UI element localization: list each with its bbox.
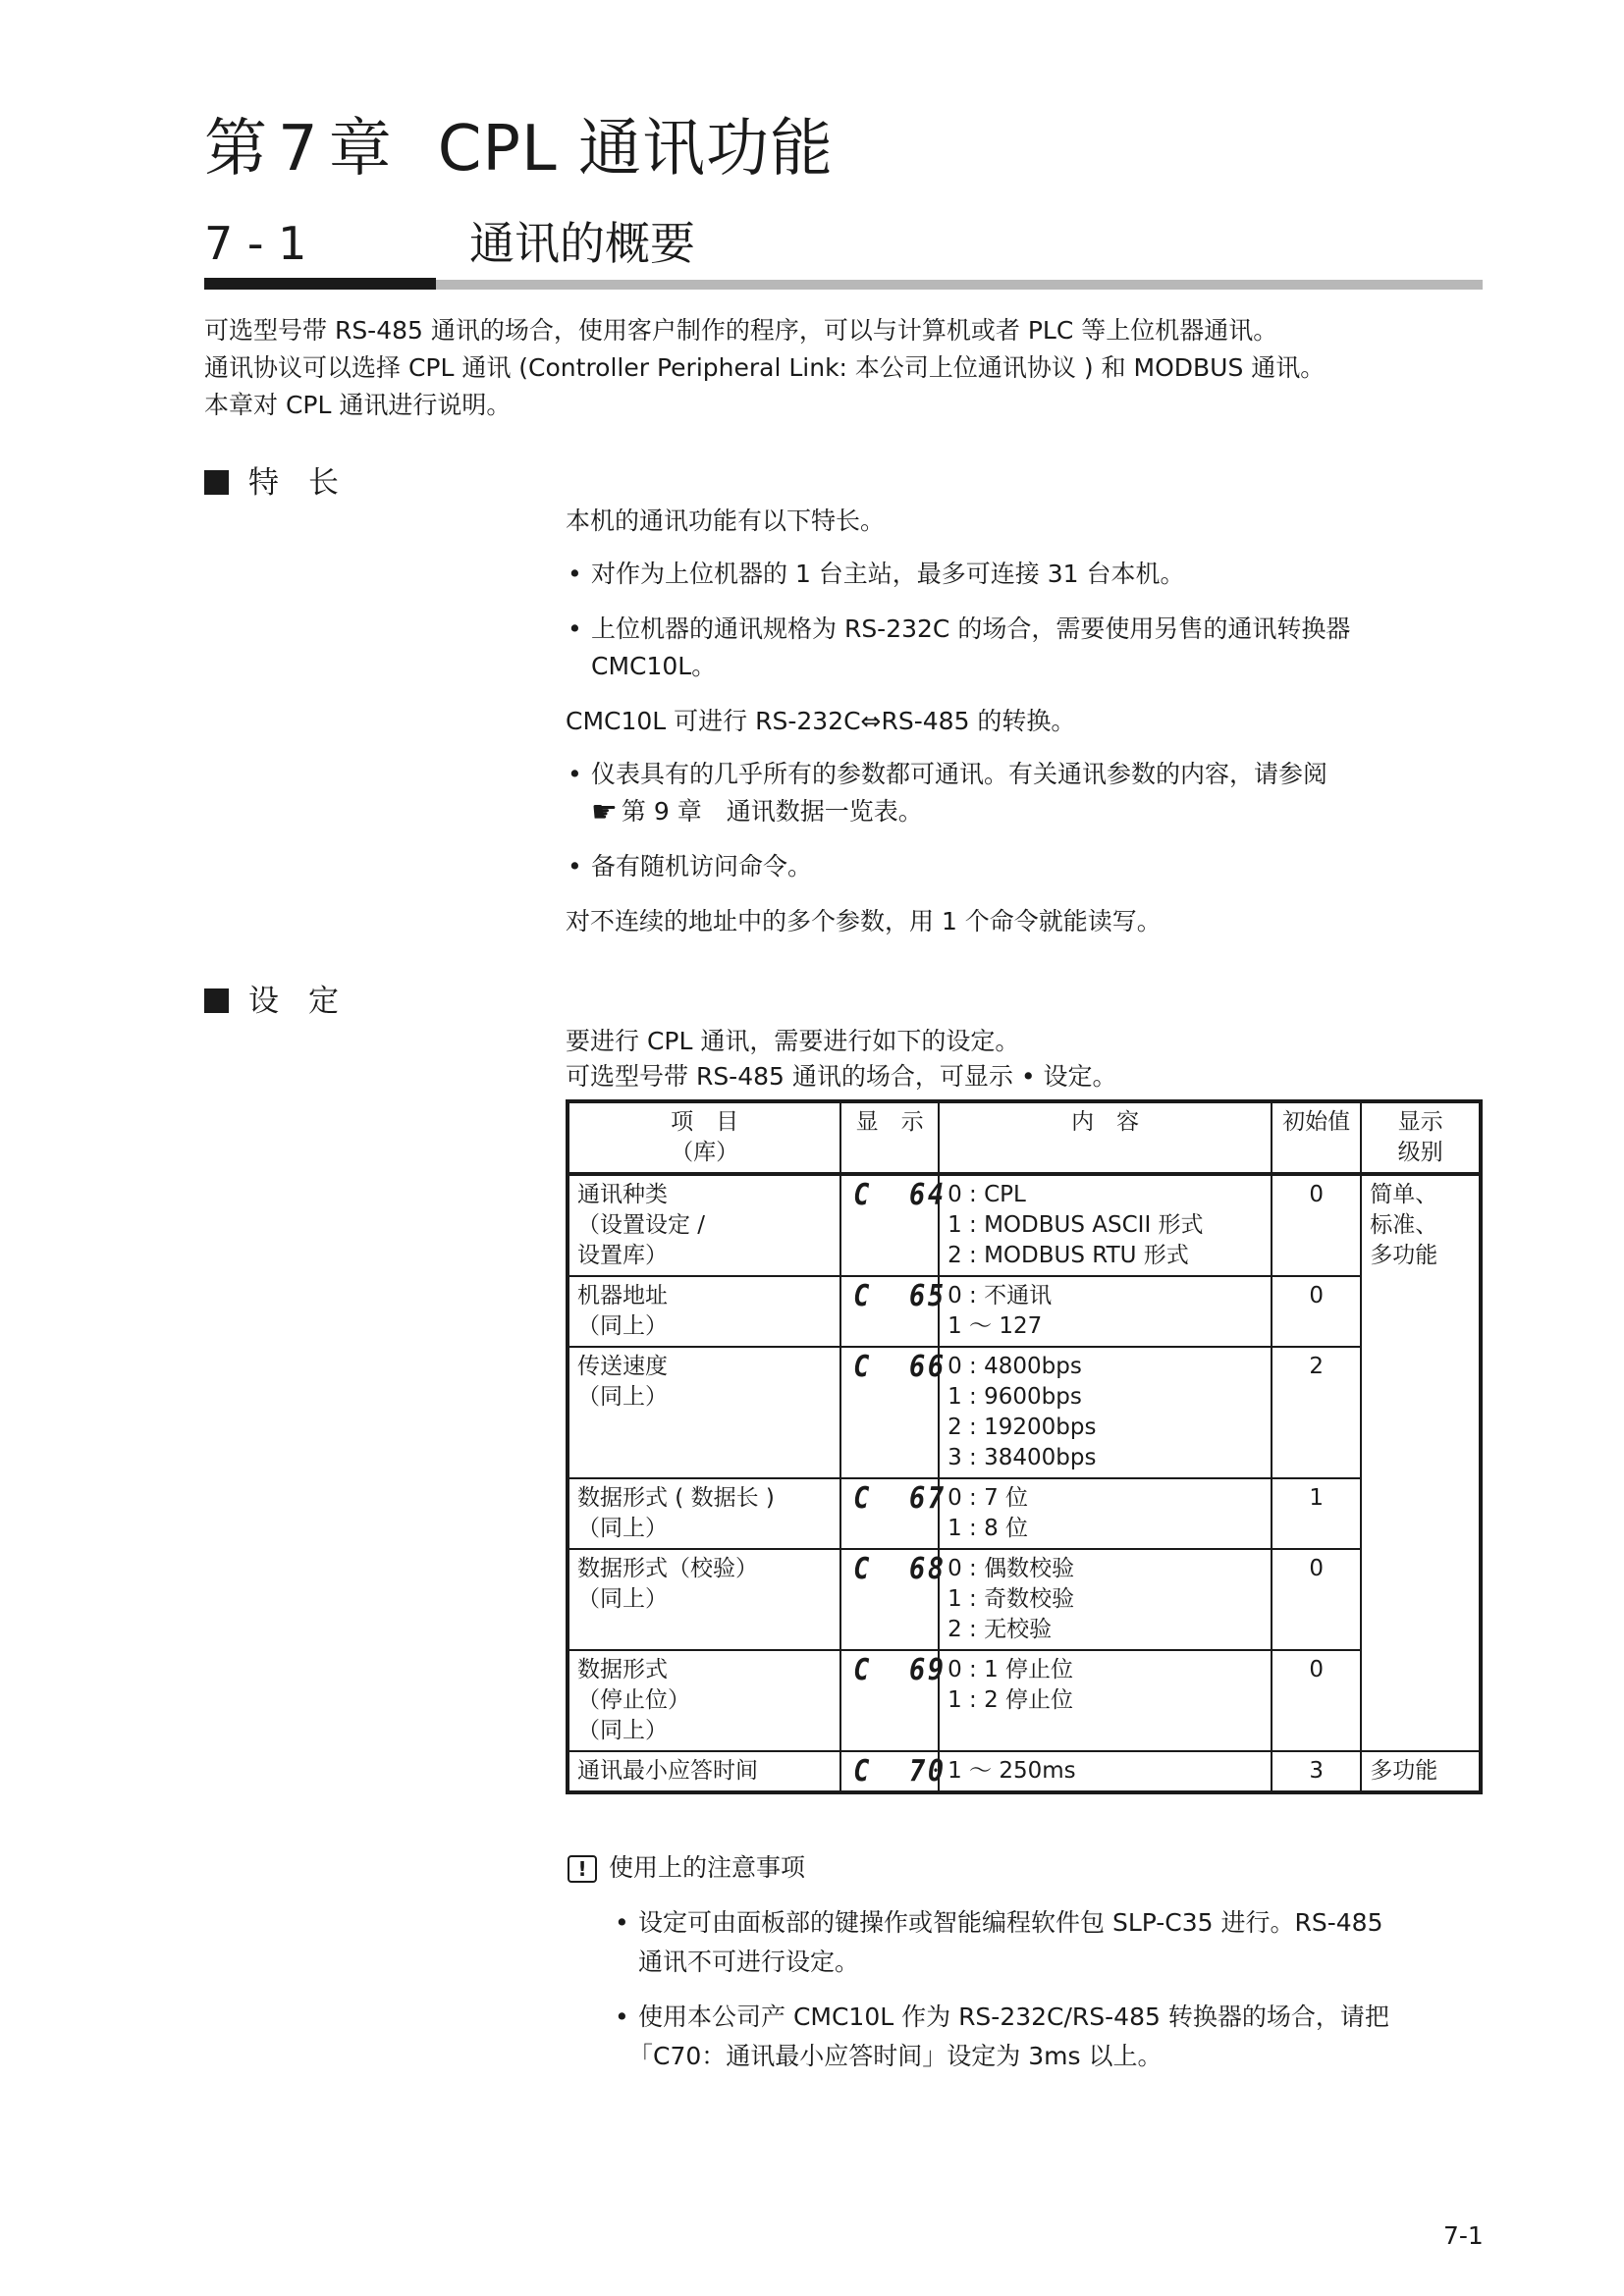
cell-line: 0 : 偶数校验 — [947, 1556, 1075, 1581]
section-rule-light — [436, 280, 1483, 290]
header-level — [1361, 1101, 1481, 1174]
cell-line: （设置设定 / — [577, 1212, 706, 1238]
cell-item — [568, 1751, 840, 1792]
features-lead: 本机的通讯功能有以下特长。 — [566, 507, 886, 535]
header-item-line: （库） — [671, 1140, 739, 1165]
cell-line: 1 : 奇数校验 — [947, 1586, 1075, 1612]
cell-display — [840, 1276, 947, 1347]
notes-title — [568, 1849, 805, 1887]
cell-initial: 0 — [1272, 1650, 1361, 1751]
cell-display — [840, 1174, 947, 1276]
cell-content — [939, 1347, 1272, 1478]
square-bullet-icon — [204, 470, 229, 495]
hand-pointer-icon: ☛ — [591, 795, 618, 829]
bullet-dot: • — [568, 852, 582, 881]
cell-line: 0 : 4800bps — [947, 1354, 1082, 1379]
cell-content — [939, 1549, 1272, 1650]
segment-display-code: C 66 — [853, 1350, 947, 1384]
segment-display-code: C 65 — [853, 1279, 947, 1313]
cell-line: 2 : 19200bps — [947, 1415, 1097, 1440]
cell-line: （同上） — [577, 1384, 668, 1410]
cell-display — [840, 1347, 947, 1478]
features-bullet-3-ref — [591, 793, 923, 831]
cell-item — [568, 1276, 840, 1347]
segment-display-code: C 67 — [853, 1481, 947, 1516]
header-display: 显 示 — [840, 1101, 939, 1174]
cell-initial: 0 — [1272, 1549, 1361, 1650]
cell-line: （同上） — [577, 1516, 668, 1541]
cell-line: 数据形式 — [577, 1657, 668, 1682]
header-content: 内 容 — [939, 1101, 1272, 1174]
notes-title-text: 使用上的注意事项 — [609, 1853, 806, 1882]
cell-line: 数据形式（校验） — [577, 1556, 758, 1581]
bullet-text: 上位机器的通讯规格为 RS-232C 的场合，需要使用另售的通讯转换器 — [591, 614, 1351, 643]
cell-item — [568, 1478, 840, 1549]
cell-line: 设置库） — [577, 1243, 668, 1268]
settings-lead-2: 可选型号带 RS-485 通讯的场合，可显示 • 设定。 — [566, 1062, 1117, 1091]
cell-line: （停止位） — [577, 1687, 690, 1713]
features-heading — [204, 463, 368, 503]
chapter-name: CPL 通讯功能 — [437, 113, 834, 186]
features-note-2: CMC10L 可进行 RS-232C⇔RS-485 的转换。 — [566, 707, 1076, 735]
header-item — [568, 1101, 840, 1174]
intro-line: 通讯协议可以选择 CPL 通讯 (Controller Peripheral Link: 本公司上位通讯协议 ) 和 MODBUS 通讯。 — [204, 353, 1326, 382]
table-row — [568, 1347, 1481, 1478]
cell-item — [568, 1347, 840, 1478]
features-note-4: 对不连续的地址中的多个参数，用 1 个命令就能读写。 — [566, 907, 1162, 935]
cell-item — [568, 1549, 840, 1650]
features-bullet-2-cont: CMC10L。 — [591, 652, 717, 680]
cell-initial: 3 — [1272, 1751, 1361, 1792]
cell-display — [840, 1549, 947, 1650]
cell-line: 1 : 2 停止位 — [947, 1687, 1074, 1713]
section-number: 7 - 1 — [204, 217, 307, 270]
cell-item — [568, 1174, 840, 1276]
table-row — [568, 1650, 1481, 1751]
cell-line: 0 : CPL — [947, 1182, 1026, 1207]
note-1-cont: 通讯不可进行设定。 — [638, 1948, 860, 1976]
intro-line: 本章对 CPL 通讯进行说明。 — [204, 391, 512, 419]
page-number: 7-1 — [1443, 2221, 1484, 2250]
note-text: 使用本公司产 CMC10L 作为 RS-232C/RS-485 转换器的场合，请把 — [638, 2002, 1389, 2031]
cell-line: 3 : 38400bps — [947, 1445, 1097, 1470]
cell-line: 通讯最小应答时间 — [577, 1758, 758, 1784]
bullet-dot: • — [615, 1908, 629, 1937]
cell-content — [939, 1174, 1272, 1276]
cell-line: 2 : MODBUS RTU 形式 — [947, 1243, 1189, 1268]
cell-line: 机器地址 — [577, 1283, 668, 1308]
segment-display-code: C 69 — [853, 1653, 947, 1687]
cell-display — [840, 1650, 947, 1751]
reference-link[interactable]: 第 9 章 通讯数据一览表。 — [621, 797, 923, 826]
bullet-dot: • — [568, 560, 582, 588]
intro-line: 可选型号带 RS-485 通讯的场合，使用客户制作的程序，可以与计算机或者 PLC 等上位机器通讯。 — [204, 316, 1278, 345]
chapter-title — [204, 110, 834, 188]
cell-initial: 2 — [1272, 1347, 1361, 1478]
cell-content — [939, 1751, 1272, 1792]
cell-content — [939, 1276, 1272, 1347]
cell-line: 1 : 9600bps — [947, 1384, 1082, 1410]
cell-line: 1 ～ 127 — [947, 1313, 1043, 1339]
cell-initial: 0 — [1272, 1174, 1361, 1276]
features-heading-text: 特长 — [248, 465, 368, 501]
note-2-cont: 「C70：通讯最小应答时间」设定为 3ms 以上。 — [628, 2042, 1163, 2070]
cell-content — [939, 1478, 1272, 1549]
table-row — [568, 1276, 1481, 1347]
table-row — [568, 1478, 1481, 1549]
cell-line: 数据形式 ( 数据长 ) — [577, 1485, 775, 1511]
cell-line: 0 : 1 停止位 — [947, 1657, 1074, 1682]
cell-line: 0 : 7 位 — [947, 1485, 1029, 1511]
header-item-line: 项 目 — [671, 1109, 739, 1135]
cell-display — [840, 1751, 947, 1792]
settings-lead-1: 要进行 CPL 通讯，需要进行如下的设定。 — [566, 1027, 1020, 1055]
bullet-text: 备有随机访问命令。 — [591, 852, 813, 881]
chapter-suffix: 章 — [328, 113, 393, 186]
settings-heading-text: 设定 — [248, 984, 368, 1019]
bullet-dot: • — [568, 614, 582, 643]
cell-line: 1 : 8 位 — [947, 1516, 1029, 1541]
table-header-row — [568, 1101, 1481, 1174]
intro-paragraph — [204, 312, 1481, 424]
settings-table — [566, 1099, 1483, 1794]
cell-line: 标准、 — [1370, 1212, 1438, 1238]
cell-display — [840, 1478, 947, 1549]
cell-line: 简单、 — [1370, 1182, 1438, 1207]
cell-line: （同上） — [577, 1586, 668, 1612]
settings-heading — [204, 982, 368, 1021]
cell-line: 1 ～ 250ms — [947, 1758, 1076, 1784]
cell-line: 1 : MODBUS ASCII 形式 — [947, 1212, 1204, 1238]
cell-line: 2 : 无校验 — [947, 1617, 1053, 1642]
cell-line: （同上） — [577, 1313, 668, 1339]
cell-line: 传送速度 — [577, 1354, 668, 1379]
square-bullet-icon — [204, 988, 229, 1013]
header-initial: 初始值 — [1272, 1101, 1361, 1174]
cell-line: （同上） — [577, 1718, 668, 1743]
bullet-dot: • — [615, 2002, 629, 2031]
segment-display-code: C 68 — [853, 1552, 947, 1586]
cell-level-group — [1361, 1174, 1481, 1751]
cell-line: 通讯种类 — [577, 1182, 668, 1207]
segment-display-code: C 64 — [853, 1178, 947, 1212]
table-row — [568, 1549, 1481, 1650]
bullet-dot: • — [568, 760, 582, 788]
segment-display-code: C 70 — [853, 1754, 947, 1789]
header-level-line: 显示 — [1397, 1109, 1443, 1135]
cell-initial: 1 — [1272, 1478, 1361, 1549]
cell-level: 多功能 — [1361, 1751, 1481, 1792]
note-text: 设定可由面板部的键操作或智能编程软件包 SLP-C35 进行。RS-485 — [638, 1908, 1383, 1937]
table-row — [568, 1751, 1481, 1792]
cell-item — [568, 1650, 840, 1751]
section-title: 通讯的概要 — [469, 217, 695, 270]
section-rule-dark — [204, 278, 436, 290]
chapter-number: 7 — [278, 113, 319, 186]
chapter-prefix: 第 — [204, 113, 268, 186]
bullet-text: 对作为上位机器的 1 台主站，最多可连接 31 台本机。 — [591, 560, 1185, 588]
table-row — [568, 1174, 1481, 1276]
cell-line: 多功能 — [1370, 1243, 1438, 1268]
header-level-line: 级别 — [1397, 1140, 1443, 1165]
bullet-text: 仪表具有的几乎所有的参数都可通讯。有关通讯参数的内容，请参阅 — [591, 760, 1328, 788]
cell-line: 0 : 不通讯 — [947, 1283, 1053, 1308]
cell-content — [939, 1650, 1272, 1751]
caution-icon: ! — [568, 1855, 597, 1883]
cell-initial: 0 — [1272, 1276, 1361, 1347]
